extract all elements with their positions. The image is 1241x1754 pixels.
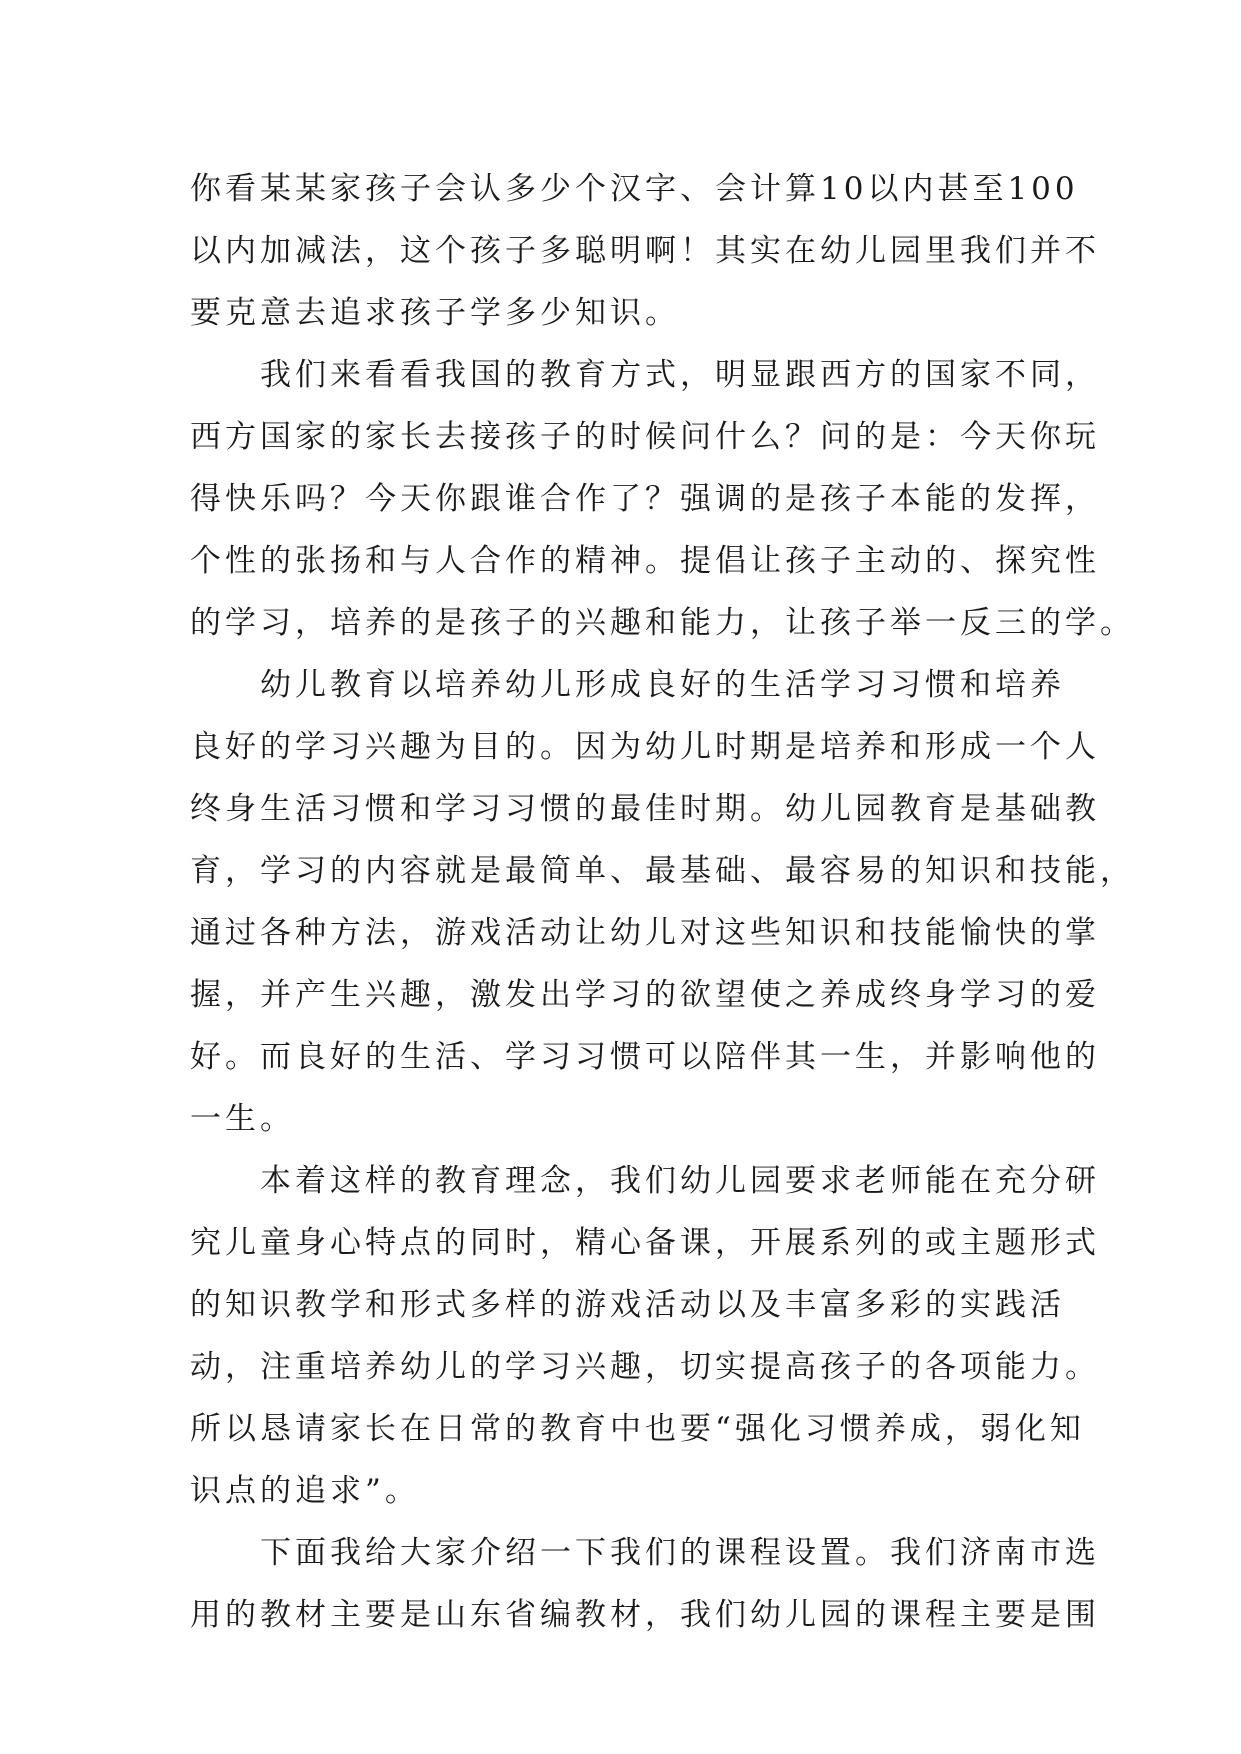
text-line: 要克意去追求孩子学多少知识。 <box>190 295 680 331</box>
text-line: 所以恳请家长在日常的教育中也要“强化习惯养成，弱化知 <box>190 1411 1085 1447</box>
text-line: 你看某某家孩子会认多少个汉字、会计算10以内甚至100 <box>190 171 1079 207</box>
text-line: 用的教材主要是山东省编教材，我们幼儿园的课程主要是围 <box>190 1597 1100 1633</box>
paragraph-4 <box>190 1150 1100 1522</box>
paragraph-1 <box>190 158 1100 344</box>
paragraph-2 <box>190 344 1135 654</box>
text-line: 的学习，培养的是孩子的兴趣和能力，让孩子举一反三的学。 <box>190 605 1135 641</box>
text-line: 终身生活习惯和学习习惯的最佳时期。幼儿园教育是基础教 <box>190 791 1100 827</box>
text-line: 动，注重培养幼儿的学习兴趣，切实提高孩子的各项能力。 <box>190 1349 1100 1385</box>
text-line: 个性的张扬和与人合作的精神。提倡让孩子主动的、探究性 <box>190 543 1100 579</box>
text-line: 好。而良好的生活、学习习惯可以陪伴其一生，并影响他的 <box>190 1039 1100 1075</box>
text-line: 育，学习的内容就是最简单、最基础、最容易的知识和技能， <box>190 853 1135 889</box>
document-body <box>190 158 1135 1646</box>
paragraph-5 <box>190 1522 1100 1646</box>
text-line: 得快乐吗？今天你跟谁合作了？强调的是孩子本能的发挥， <box>190 481 1100 517</box>
text-line: 究儿童身心特点的同时，精心备课，开展系列的或主题形式 <box>190 1225 1100 1261</box>
text-line: 下面我给大家介绍一下我们的课程设置。我们济南市选 <box>260 1535 1100 1571</box>
text-line: 握，并产生兴趣，激发出学习的欲望使之养成终身学习的爱 <box>190 977 1100 1013</box>
text-line: 以内加减法，这个孩子多聪明啊！其实在幼儿园里我们并不 <box>190 233 1100 269</box>
text-line: 本着这样的教育理念，我们幼儿园要求老师能在充分研 <box>260 1163 1100 1199</box>
paragraph-3 <box>190 654 1135 1150</box>
text-line: 幼儿教育以培养幼儿形成良好的生活学习习惯和培养 <box>260 667 1065 703</box>
text-line: 一生。 <box>190 1101 295 1137</box>
text-line: 良好的学习兴趣为目的。因为幼儿时期是培养和形成一个人 <box>190 729 1100 765</box>
text-line: 西方国家的家长去接孩子的时候问什么？问的是：今天你玩 <box>190 419 1100 455</box>
text-line: 我们来看看我国的教育方式，明显跟西方的国家不同， <box>260 357 1100 393</box>
text-line: 的知识教学和形式多样的游戏活动以及丰富多彩的实践活 <box>190 1287 1065 1323</box>
text-line: 识点的追求”。 <box>190 1473 420 1509</box>
text-line: 通过各种方法，游戏活动让幼儿对这些知识和技能愉快的掌 <box>190 915 1100 951</box>
